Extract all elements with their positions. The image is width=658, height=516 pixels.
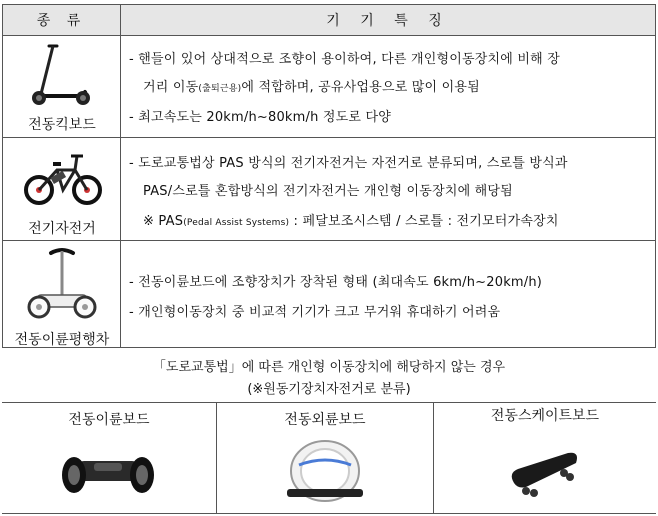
feature-line — [129, 152, 568, 171]
type-name: 전동킥보드 — [28, 117, 96, 133]
table-header — [3, 5, 655, 36]
table-row-kickboard — [3, 36, 655, 138]
two-wheel-balance-scooter-icon — [27, 245, 97, 321]
feature-line — [129, 48, 560, 67]
device-name: 전동이륜보드 — [68, 412, 150, 428]
table-row-ebike — [3, 138, 655, 241]
unicycle-icon — [285, 435, 365, 507]
feature-text: - 최고속도는 20km/h~80km/h 정도로 다양 — [129, 110, 391, 125]
exclusion-note-subtitle: (※원동기장치자전거로 분류) — [247, 382, 411, 397]
feature-line — [143, 76, 480, 95]
electric-kickboard-icon — [27, 42, 97, 108]
feature-line — [129, 301, 500, 320]
feature-text: ※ PAS — [143, 214, 184, 229]
type-cell — [3, 241, 121, 347]
table-row-balance-scooter — [3, 241, 655, 347]
device-name: 전동스케이트보드 — [490, 408, 600, 424]
type-cell — [3, 36, 121, 137]
feature-line — [129, 106, 391, 125]
feature-text: - 핸들이 있어 상대적으로 조향이 용이하여, 다른 개인형이동장치에 비해 장 — [129, 52, 560, 67]
electric-skateboard-icon — [504, 443, 584, 503]
feature-text: - 도로교통법상 PAS 방식의 전기자전거는 자전거로 분류되며, 스로틀 방식과 — [129, 156, 568, 171]
excluded-device-hoverboard — [2, 403, 216, 513]
type-name: 전동이륜평행차 — [14, 332, 110, 348]
excluded-device-skateboard — [434, 403, 656, 513]
device-name: 전동외륜보드 — [284, 412, 366, 428]
feature-small-text: (Pedal Assist Systems) — [183, 218, 290, 228]
type-cell — [3, 138, 121, 240]
feature-line — [143, 180, 513, 199]
feature-line — [143, 210, 559, 229]
feature-text: 에 적합하며, 공유사업용으로 많이 이용됨 — [241, 80, 480, 95]
pmd-types-table — [2, 4, 656, 348]
feature-text: : 페달보조시스템 / 스로틀 : 전기모터가속장치 — [289, 214, 559, 229]
feature-text: - 개인형이동장치 중 비교적 기기가 크고 무거워 휴대하기 어려움 — [129, 305, 501, 320]
feature-text: 거리 이동 — [143, 80, 199, 95]
feature-text: PAS/스로틀 혼합방식의 전기자전거는 개인형 이동장치에 해당됨 — [143, 184, 513, 199]
header-features: 기 기 특 징 — [326, 13, 450, 29]
exclusion-note-title: 「도로교통법」에 따른 개인형 이동장치에 해당하지 않는 경우 — [152, 360, 506, 375]
excluded-devices-table — [2, 402, 656, 514]
feature-line — [129, 271, 542, 290]
header-type: 종 류 — [3, 5, 121, 35]
feature-cell — [121, 241, 655, 347]
feature-text: - 전동이륜보드에 조향장치가 장착된 형태 (최대속도 6km/h~20km/h) — [129, 275, 543, 290]
feature-cell — [121, 138, 655, 240]
type-name: 전기자전거 — [28, 221, 96, 237]
feature-small-text: (출퇴근용) — [198, 84, 242, 94]
feature-cell — [121, 36, 655, 137]
electric-bicycle-icon — [23, 150, 103, 208]
hoverboard-icon — [58, 441, 158, 501]
excluded-device-unicycle — [217, 403, 433, 513]
